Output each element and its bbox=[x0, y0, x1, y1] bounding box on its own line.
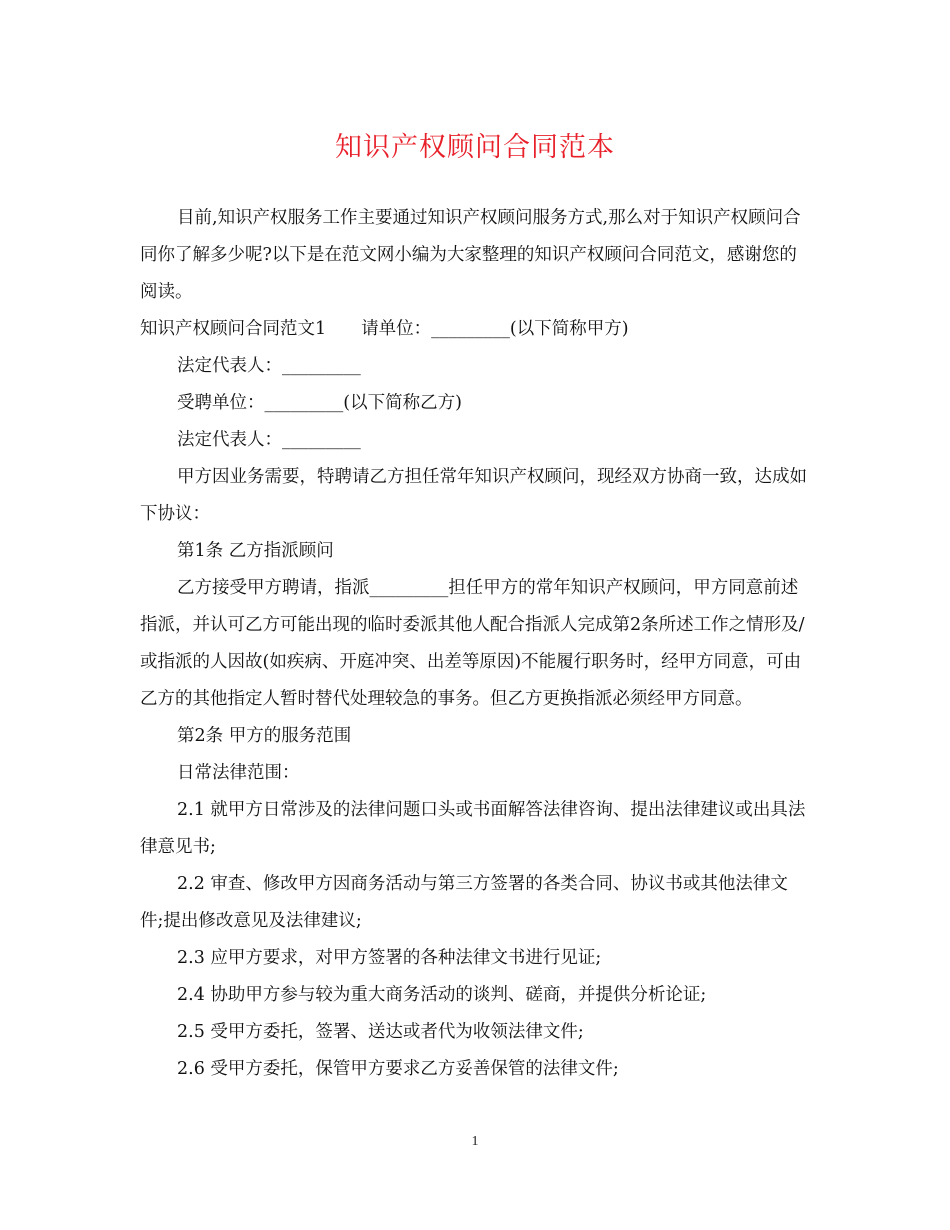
clause-2-3: 2.3 应甲方要求，对甲方签署的各种法律文书进行见证; bbox=[177, 948, 602, 968]
clause-2-4: 2.4 协助甲方参与较为重大商务活动的谈判、磋商，并提供分析论证; bbox=[177, 985, 707, 1005]
article-2-heading: 第2条 甲方的服务范围 bbox=[177, 726, 352, 746]
party-b-representative: 法定代表人：_________ bbox=[177, 430, 361, 450]
clause-2-5: 2.5 受甲方委托，签署、送达或者代为收领法律文件; bbox=[177, 1022, 584, 1042]
clause-2-6: 2.6 受甲方委托，保管甲方要求乙方妥善保管的法律文件; bbox=[177, 1059, 619, 1079]
page-number: 1 bbox=[471, 1134, 479, 1149]
party-b-unit: 受聘单位：_________(以下简称乙方) bbox=[177, 393, 462, 413]
document-title: 知识产权顾问合同范本 bbox=[335, 132, 615, 163]
party-a-representative: 法定代表人：_________ bbox=[177, 356, 361, 376]
clause-2-1: 2.1 就甲方日常涉及的法律问题口头或书面解答法律咨询、提出法律建议或出具法律意见书; bbox=[140, 800, 806, 857]
document-body bbox=[140, 200, 810, 1088]
daily-legal-scope-heading: 日常法律范围： bbox=[177, 763, 300, 783]
clause-2-2: 2.2 审查、修改甲方因商务活动与第三方签署的各类合同、协议书或其他法律文件;提出修改意见及法律建议; bbox=[140, 874, 788, 931]
intro-paragraph: 目前,知识产权服务工作主要通过知识产权顾问服务方式,那么对于知识产权顾问合同你了解多少呢?以下是在范文网小编为大家整理的知识产权顾问合同范文，感谢您的阅读。 bbox=[140, 208, 801, 302]
article-1-heading: 第1条 乙方指派顾问 bbox=[177, 541, 334, 561]
agreement-preamble: 甲方因业务需要，特聘请乙方担任常年知识产权顾问，现经双方协商一致，达成如下协议： bbox=[140, 467, 807, 524]
contract-heading-line: 知识产权顾问合同范文1 请单位：_________(以下简称甲方) bbox=[140, 319, 629, 339]
article-1-body: 乙方接受甲方聘请，指派_________担任甲方的常年知识产权顾问，甲方同意前述指派，并认可乙方可能出现的临时委派其他人配合指派人完成第2条所述工作之情形及/或指派的人因故(如疾病、开庭冲突、出差等原因)不能履行职务时，经甲方同意，可由乙方的其他指定人暂时替代处理较急的事务。但乙方更换指派必须经甲方同意。 bbox=[140, 578, 805, 709]
